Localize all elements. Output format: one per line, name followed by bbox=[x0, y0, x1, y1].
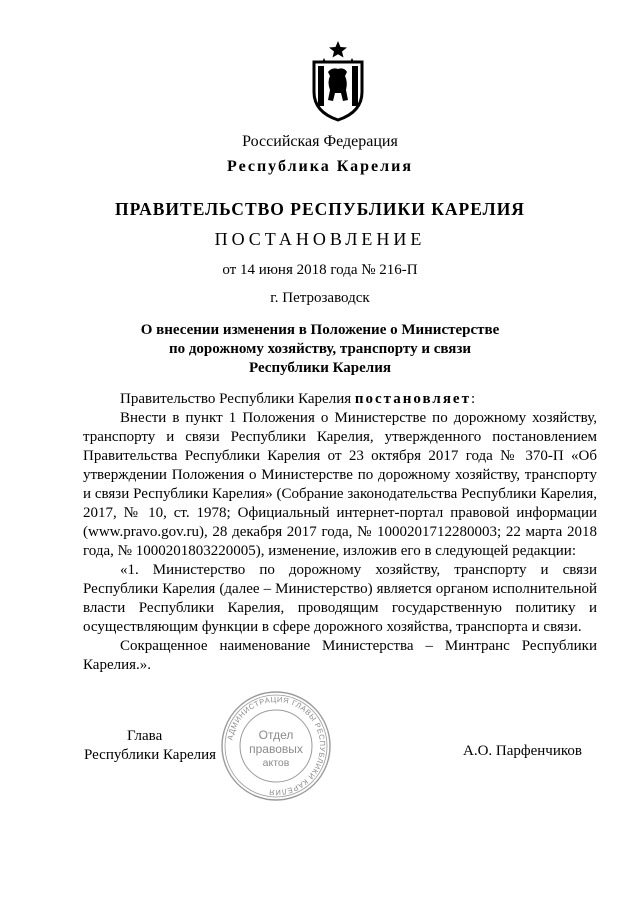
resolves-word: постановляет bbox=[354, 391, 471, 407]
document-subject bbox=[0, 321, 640, 378]
signatory-title-line: Республики Карелия bbox=[84, 747, 217, 763]
subject-line: О внесении изменения в Положение о Министерстве bbox=[140, 322, 500, 338]
government-title: ПРАВИТЕЛЬСТВО РЕСПУБЛИКИ КАРЕЛИЯ bbox=[115, 199, 525, 219]
document-date: от 14 июня 2018 года № 216-П bbox=[222, 262, 418, 278]
intro-prefix: Правительство Республики Карелия bbox=[120, 391, 355, 407]
subject-line: Республики Карелия bbox=[249, 360, 391, 376]
document-type: ПОСТАНОВЛЕНИЕ bbox=[214, 229, 426, 249]
document-body bbox=[83, 390, 597, 675]
body-paragraph: «1. Министерство по дорожному хозяйству, транспорту и связи Республики Карелия (далее – Министерство) является органом исполнительной власти Республики Карелия, проводящим государственную политику и осуществляющим функции в сфере дорожного хозяйства, транспорта и связи. bbox=[83, 562, 597, 635]
stamp-ring-text: АДМИНИСТРАЦИЯ ГЛАВЫ РЕСПУБЛИКИ КАРЕЛИЯ bbox=[225, 694, 328, 798]
signatory-name: А.О. Парфенчиков bbox=[463, 743, 582, 759]
intro-paragraph bbox=[83, 390, 597, 409]
document-city: г. Петрозаводск bbox=[270, 290, 370, 306]
body-paragraph: Сокращенное наименование Министерства – Минтранс Республики Карелия.». bbox=[83, 638, 597, 673]
karelia-coat-of-arms-icon bbox=[310, 40, 366, 122]
subject-line: по дорожному хозяйству, транспорту и связи bbox=[168, 341, 472, 357]
intro-suffix: : bbox=[470, 391, 476, 407]
signatory-title-line: Глава bbox=[127, 728, 163, 744]
stamp-line: Отдел bbox=[258, 728, 294, 742]
republic-name: Республика Карелия bbox=[227, 158, 413, 175]
stamp-line: актов bbox=[262, 757, 290, 769]
signatory-title bbox=[84, 727, 216, 765]
stamp-line: правовых bbox=[249, 742, 303, 756]
legal-department-stamp bbox=[219, 689, 333, 803]
body-paragraph: Внести в пункт 1 Положения о Министерстве по дорожному хозяйству, транспорту и связи Республики Карелия, утвержденного постановлением Правительства Республики Карелия от 23 октября 2017 года № 370-П «Об утверждении Положения о Министерстве по дорожному хозяйству, транспорту и связи Республики Карелия» (Собрание законодательства Республики Карелия, 2017, № 10, ст. 1978; Официальный интернет-портал правовой информации (www.pravo.gov.ru), 28 декабря 2017 года, № 1000201712280003; 22 марта 2018 года, № 1000201803220005), изменение, изложив его в следующей редакции: bbox=[83, 410, 597, 559]
country-name: Российская Федерация bbox=[242, 133, 398, 150]
